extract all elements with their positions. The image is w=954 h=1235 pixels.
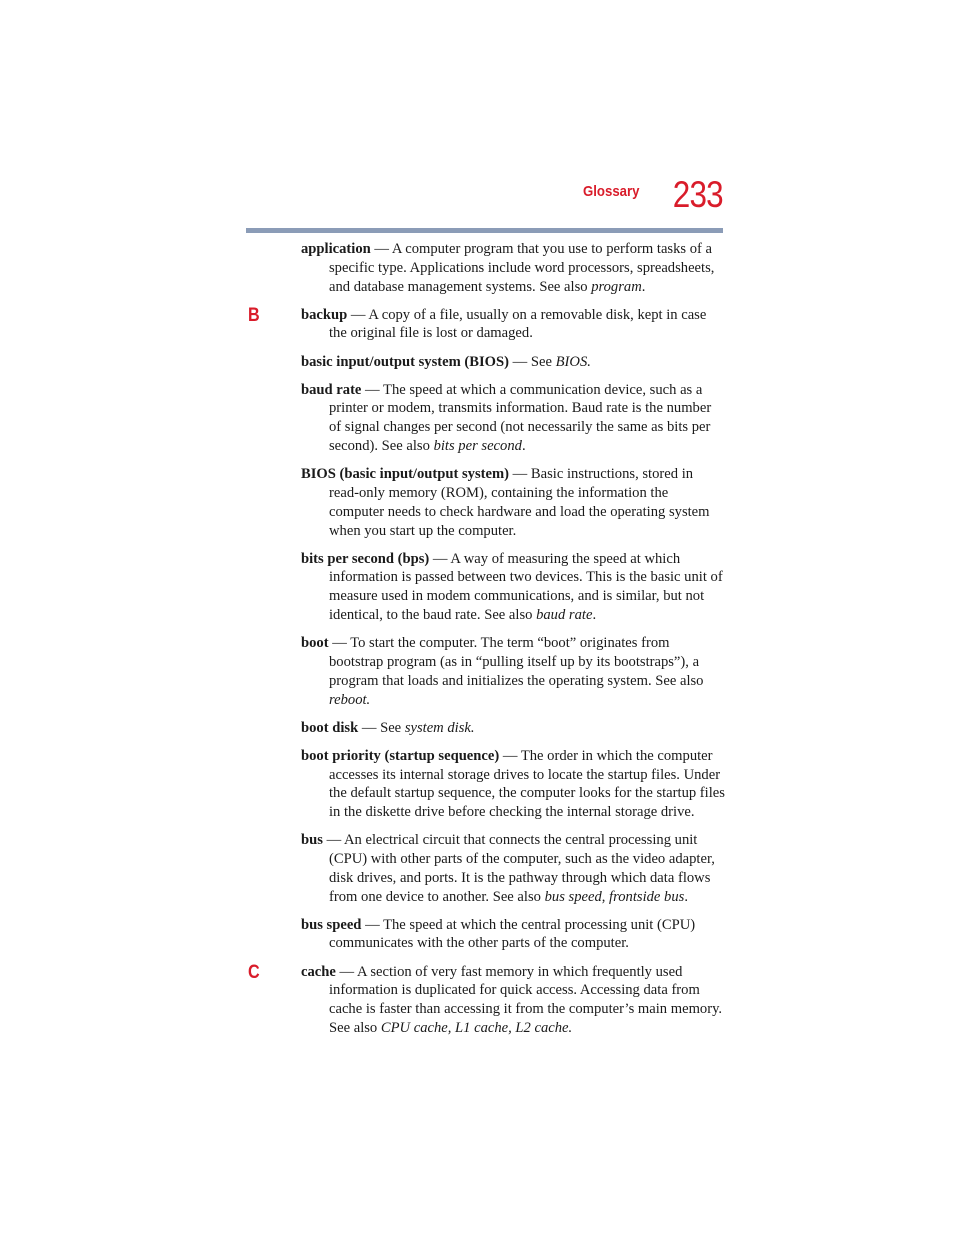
- entry-text: — A section of very fast memory in which frequently used information is duplicated for quick access. Accessing data from cache is faster than accessing it from the computer’s main memory. See also: [329, 963, 723, 1036]
- glossary-entry: [301, 747, 725, 822]
- entry-after: .: [592, 607, 597, 624]
- glossary-entries: [248, 240, 725, 1047]
- glossary-entry: [248, 961, 725, 1038]
- glossary-entry: [248, 304, 725, 344]
- entry-cross-reference: bus speed: [544, 888, 602, 905]
- entry-cross-reference: CPU cache, L1 cache, L2 cache.: [380, 1019, 573, 1036]
- entry-text: — The speed at which the central processing unit (CPU) communicates with the other parts of the computer.: [329, 916, 696, 952]
- entry-cross-reference: system disk.: [404, 719, 475, 736]
- page-number: 233: [673, 174, 723, 215]
- entry-term: boot: [301, 635, 329, 652]
- entry-term: bus: [301, 832, 323, 849]
- entry-term: BIOS (basic input/output system): [301, 466, 510, 483]
- entry-text: — Basic instructions, stored in read-only memory (ROM), containing the information the computer needs to check hardware and load the operating system when you start up the computer.: [329, 466, 710, 539]
- glossary-entry: [301, 550, 725, 625]
- entry-after: ,: [601, 888, 610, 905]
- header-rule: [246, 228, 723, 233]
- entry-cross-reference: baud rate: [536, 607, 593, 624]
- entry-text: — A way of measuring the speed at which information is passed between two devices. This is the basic unit of measure used in modem communications, and is similar, but not identical, to the baud rate. See also: [329, 550, 723, 624]
- entry-text: — See: [509, 353, 556, 370]
- glossary-entry: [301, 240, 725, 296]
- entry-text: — To start the computer. The term “boot” originates from bootstrap program (as in “pulling itself up by its bootstraps”), a program that loads and initializes the operating system. See also: [328, 635, 704, 689]
- entry-term: backup: [301, 306, 348, 323]
- glossary-entry: [301, 831, 725, 906]
- glossary-entry: [301, 353, 725, 372]
- entry-text: — A copy of a file, usually on a removable disk, kept in case the original file is lost or damaged.: [329, 306, 707, 342]
- glossary-entry: [301, 465, 725, 540]
- entry-text: — The order in which the computer accesses its internal storage drives to locate the startup files. Under the default startup sequence, the computer looks for the startup files in the diskette drive before checking the internal storage drive.: [329, 747, 725, 821]
- entry-cross-reference: frontside bus: [609, 888, 685, 905]
- section-letter: B: [248, 304, 260, 326]
- entry-text: — See: [358, 719, 405, 736]
- glossary-entry: [301, 634, 725, 709]
- entry-term: application: [301, 241, 371, 257]
- header-section-title: Glossary: [583, 183, 640, 200]
- entry-cross-reference: bits per second: [433, 438, 522, 455]
- entry-term: bus speed: [301, 916, 362, 933]
- entry-text: — The speed at which a communication device, such as a printer or modem, transmits information. Baud rate is the number of signal changes per second (not necessarily the same as bits per second). See also: [329, 381, 712, 455]
- glossary-entry: [301, 719, 725, 738]
- entry-term: baud rate: [301, 381, 362, 398]
- entry-cross-reference: program: [591, 278, 642, 295]
- entry-term: boot priority (startup sequence): [301, 747, 500, 764]
- entry-term: cache: [301, 963, 336, 980]
- entry-cross-reference: BIOS.: [555, 353, 591, 370]
- entry-after: .: [684, 888, 688, 905]
- entry-after: .: [641, 278, 646, 295]
- glossary-entry: [301, 381, 725, 456]
- entry-term: basic input/output system (BIOS): [301, 353, 510, 370]
- entry-term: boot disk: [301, 719, 359, 736]
- glossary-entry: [301, 916, 725, 954]
- entry-after: .: [521, 438, 526, 455]
- entry-term: bits per second (bps): [301, 550, 430, 567]
- entry-text: — A computer program that you use to perform tasks of a specific type. Applications include word processors, spreadsheets, and database management systems. See also: [329, 241, 715, 295]
- entry-cross-reference: reboot.: [329, 691, 371, 708]
- section-letter: C: [248, 961, 260, 983]
- entry-text: — An electrical circuit that connects the central processing unit (CPU) with other parts of the computer, such as the video adapter, disk drives, and ports. It is the pathway through which data flows from one device to another. See also: [322, 832, 715, 905]
